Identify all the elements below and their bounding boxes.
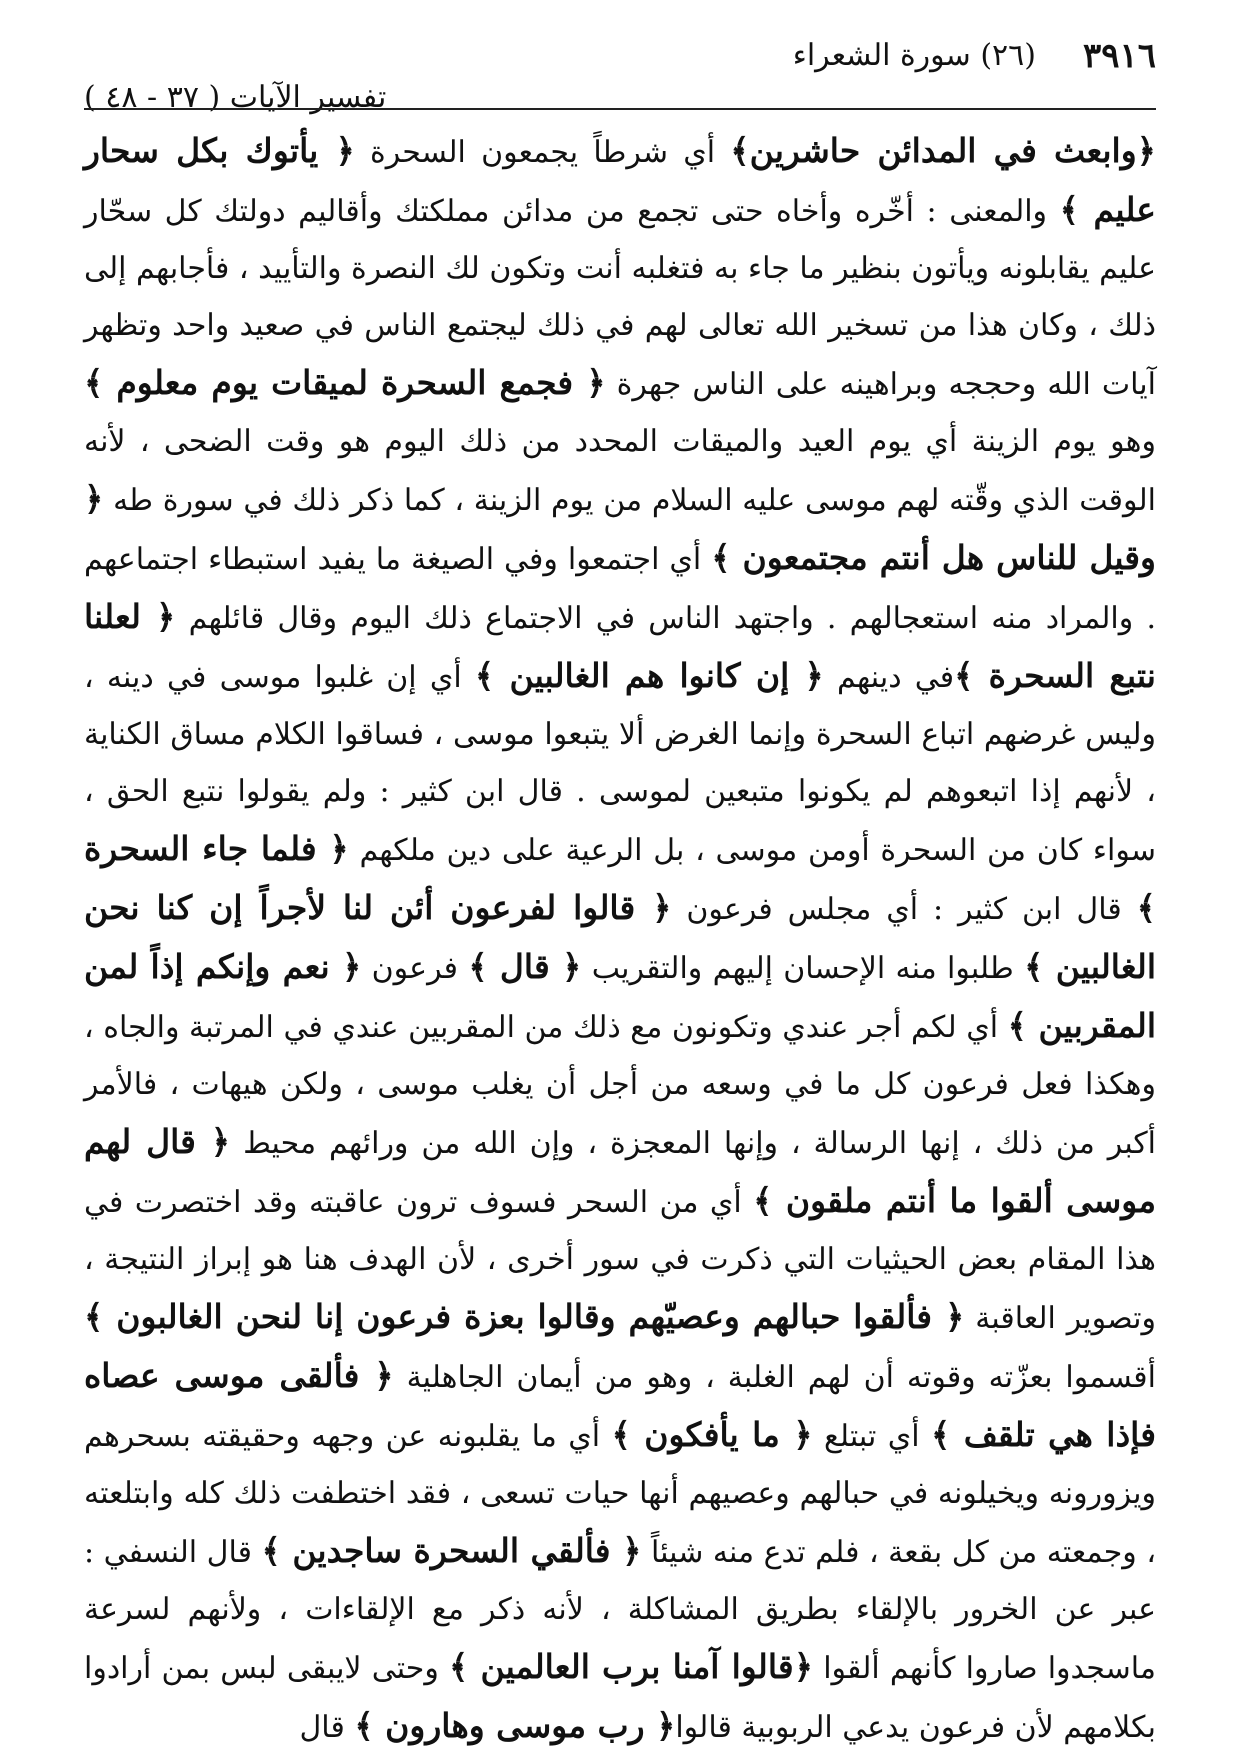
surah-title: (٢٦) سورة الشعراء: [792, 38, 1036, 73]
commentary-text: أي إن غلبوا موسى في دينه ، وليس غرضهم اتباع السحرة وإنما الغرض ألا يتبعوا موسى ، فساقوا الكلام مساق الكناية ، لأنهم إذا اتبعوهم لم يكونوا متبعين لموسى . قال ابن كثير : ولم يقولوا نتبع الحق ، سواء كان من السحرة أومن موسى ، بل الرعية على دين ملكهم: [84, 660, 1156, 868]
commentary-text: وحتى لايبقى لبس بمن أرادوا بكلامهم لأن فرعون يدعي الربوبية قالوا: [84, 1651, 1156, 1745]
commentary-text: أي شرطاً يجمعون السحرة: [354, 135, 731, 170]
quran-verse-quote: ﴿ يأتوك بكل سحار عليم ﴾: [84, 131, 1156, 229]
commentary-text: قال النسفي : عبر عن الخرور بالإلقاء بطريق المشاكلة ، لأنه ذكر مع الإلقاءات ، ولأنهم لسرعة ماسجدوا صاروا كأنهم ألقوا: [84, 1535, 1157, 1686]
quran-verse-quote: ﴿ فجمع السحرة لميقات يوم معلوم ﴾: [84, 363, 606, 402]
commentary-text: أي لكم أجر عندي وتكونون مع ذلك من المقربين عندي في المرتبة والجاه ، وهكذا فعل فرعون كل ما في وسعه من أجل أن يغلب موسى ، ولكن هيهات ، فالأمر أكبر من ذلك ، إنها الرسالة ، وإنها المعجزة ، وإن الله من ورائهم محيط: [84, 1010, 1156, 1161]
commentary-text: أي من السحر فسوف ترون عاقبته وقد اختصرت في هذا المقام بعض الحيثيات التي ذكرت في سور أخرى ، لأن الهدف هنا هو إبراز النتيجة ، وتصوير العاقبة: [84, 1185, 1156, 1336]
quran-verse-quote: ﴿ قالوا لفرعون أئن لنا لأجراً إن كنا نحن الغالبين ﴾: [84, 888, 1156, 986]
commentary-text: أي تبتلع: [812, 1419, 931, 1454]
tafsir-body-text: [84, 122, 1156, 1756]
quran-verse-quote: ﴿ فلما جاء السحرة ﴾: [84, 829, 1156, 927]
quran-verse-quote: ﴿ ما يأفكون ﴾: [611, 1415, 813, 1454]
quran-verse-quote: ﴿قالوا آمنا برب العالمين ﴾: [449, 1647, 814, 1686]
commentary-text: في دينهم: [823, 660, 955, 695]
commentary-text: وهو يوم الزينة أي يوم العيد والميقات المحدد من ذلك اليوم هو وقت الضحى ، لأنه الوقت الذي وقّته لهم موسى عليه السلام من يوم الزينة ، كما ذكر ذلك في سورة طه: [84, 424, 1157, 518]
quran-verse-quote: ﴿ قال لهم موسى ألقوا ما أنتم ملقون ﴾: [84, 1122, 1157, 1220]
quran-verse-quote: ﴿ إن كانوا هم الغالبين ﴾: [474, 656, 824, 695]
page-number: ٣٩١٦: [1082, 36, 1156, 76]
commentary-text: فرعون: [361, 951, 469, 986]
quran-verse-quote: ﴿ لعلنا نتبع السحرة ﴾: [84, 597, 1156, 695]
commentary-text: والمعنى : أخّره وأخاه حتى تجمع من مدائن مملكتك وأقاليم دولتك كل سحّار عليم يقابلونه ويأتون بنظير ما جاء به فتغلبه أنت وتكون لك النصرة والتأييد ، فأجابهم إلى ذلك ، وكان هذا من تسخير الله تعالى لهم في ذلك ليجتمع الناس في صعيد واحد وتظهر آيات الله وحججه وبراهينه على الناس جهرة: [84, 194, 1156, 402]
commentary-text: أي ما يقلبونه عن وجهه وحقيقته بسحرهم ويزورونه ويخيلونه في حبالهم وعصيهم أنها حيات تسعى ، فقد اختطفت ذلك كله وابتلعته ، وجمعته من كل بقعة ، فلم تدع منه شيئاً: [84, 1419, 1157, 1570]
verses-range: تفسير الآيات ( ٣٧ - ٤٨ ): [84, 80, 387, 115]
commentary-text: قال: [299, 1710, 355, 1745]
quran-verse-quote: ﴿ رب موسى وهارون ﴾: [354, 1706, 676, 1745]
quran-verse-quote: ﴿ نعم وإنكم إذاً لمن المقربين ﴾: [84, 947, 1156, 1045]
header-divider: [84, 108, 1156, 110]
commentary-text: أقسموا بعزّته وقوته أن لهم الغلبة ، وهو من أيمان الجاهلية: [393, 1360, 1156, 1395]
quran-verse-quote: ﴿ وقيل للناس هل أنتم مجتمعون ﴾: [84, 479, 1156, 577]
quran-verse-quote: ﴿وابعث في المدائن حاشرين﴾: [730, 131, 1156, 170]
quran-verse-quote: ﴿ فألقي السحرة ساجدين ﴾: [261, 1531, 642, 1570]
quran-verse-quote: ﴿ قال ﴾: [468, 947, 582, 986]
commentary-text: أي اجتمعوا وفي الصيغة ما يفيد استبطاء اجتماعهم . والمراد منه استعجالهم . واجتهد الناس في الاجتماع ذلك اليوم وقال قائلهم: [84, 542, 1156, 636]
quran-verse-quote: ﴿ فألقوا حبالهم وعصيّهم وقالوا بعزة فرعون إنا لنحن الغالبون ﴾: [84, 1297, 965, 1336]
quran-verse-quote: ﴿ فألقى موسى عصاه فإذا هي تلقف ﴾: [84, 1356, 1157, 1454]
commentary-text: طلبوا منه الإحسان إليهم والتقريب: [581, 951, 1025, 986]
commentary-text: قال ابن كثير : أي مجلس فرعون: [671, 892, 1137, 927]
page-header: [84, 28, 1156, 115]
